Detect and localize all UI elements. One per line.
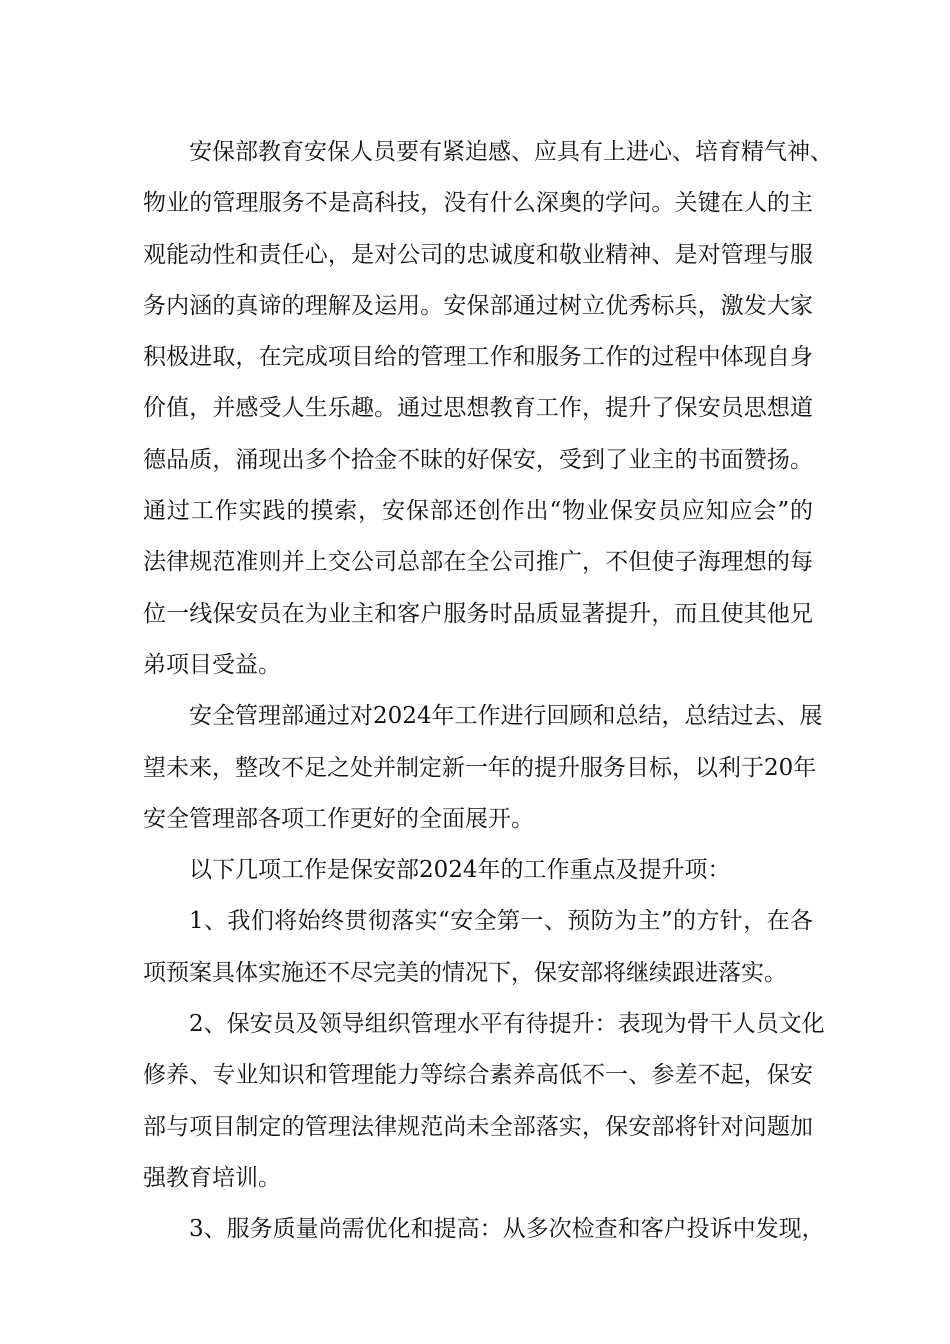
- paragraph-line: 修养、专业知识和管理能力等综合素养高低不一、参差不起，保安: [143, 1062, 814, 1089]
- paragraph-line: 弟项目受益。: [143, 651, 281, 678]
- paragraph-first-line: 2、保安员及领导组织管理水平有待提升：表现为骨干人员文化: [189, 1011, 825, 1038]
- paragraph-line: 物业的管理服务不是高科技，没有什么深奥的学问。关键在人的主: [143, 190, 814, 217]
- paragraph-line: 务内涵的真谛的理解及运用。安保部通过树立优秀标兵，激发大家: [143, 292, 814, 319]
- paragraph-line: 积极进取，在完成项目给的管理工作和服务工作的过程中体现自身: [143, 344, 814, 371]
- paragraph-line: 部与项目制定的管理法律规范尚未全部落实，保安部将针对问题加: [143, 1113, 814, 1140]
- paragraph-line: 安全管理部各项工作更好的全面展开。: [143, 805, 534, 832]
- paragraph-line: 望未来，整改不足之处并制定新一年的提升服务目标，以利于20年: [143, 754, 817, 781]
- paragraph-line: 位一线保安员在为业主和客户服务时品质显著提升，而且使其他兄: [143, 600, 814, 627]
- paragraph-line: 德品质，涌现出多个拾金不昧的好保安，受到了业主的书面赞扬。: [143, 446, 814, 473]
- paragraph-first-line: 安全管理部通过对2024年工作进行回顾和总结，总结过去、展: [189, 703, 823, 730]
- paragraph-first-line: 1、我们将始终贯彻落实“安全第一、预防为主”的方针，在各: [189, 908, 814, 935]
- paragraph-first-line: 安保部教育安保人员要有紧迫感、应具有上进心、培育精气神、: [189, 139, 833, 165]
- paragraph-first-line: 以下几项工作是保安部2024年的工作重点及提升项：: [189, 857, 731, 884]
- paragraph-line: 价值，并感受人生乐趣。通过思想教育工作，提升了保安员思想道: [143, 395, 814, 422]
- paragraph-first-line: 3、服务质量尚需优化和提高：从多次检查和客户投诉中发现，: [189, 1216, 825, 1243]
- paragraph-line: 通过工作实践的摸索，安保部还创作出“物业保安员应知应会”的: [143, 498, 814, 525]
- paragraph-line: 强教育培训。: [143, 1164, 281, 1191]
- paragraph-line: 观能动性和责任心，是对公司的忠诚度和敬业精神、是对管理与服: [143, 241, 814, 268]
- paragraph-line: 项预案具体实施还不尽完美的情况下，保安部将继续跟进落实。: [143, 959, 787, 986]
- paragraph-line: 法律规范准则并上交公司总部在全公司推广，不但使子海理想的每: [143, 549, 814, 576]
- document-body: [143, 127, 833, 1256]
